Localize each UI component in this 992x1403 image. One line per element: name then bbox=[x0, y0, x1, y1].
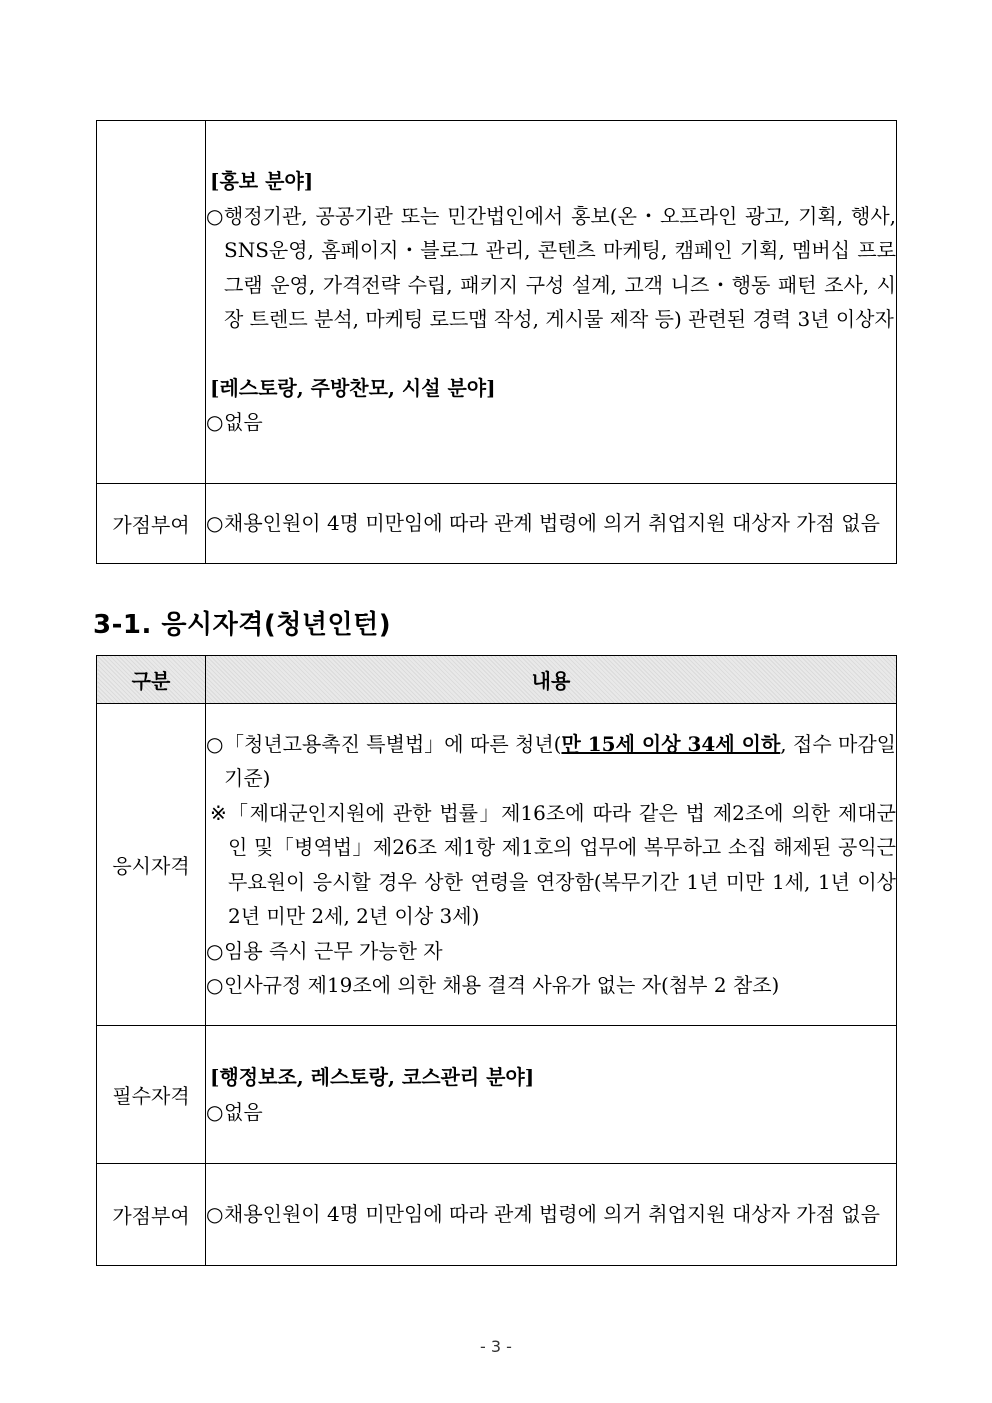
table-row bbox=[97, 704, 897, 1026]
veteran-note bbox=[206, 796, 896, 934]
bonus-label: 가점부여 bbox=[97, 484, 206, 564]
bonus-text: 채용인원이 4명 미만임에 따라 관계 법령에 의거 취업지원 대상자 가점 없음 bbox=[224, 1202, 880, 1227]
qualification-bullet-3 bbox=[206, 968, 896, 1003]
table-row bbox=[97, 1164, 897, 1266]
bullet-mark: ○ bbox=[206, 203, 224, 228]
content-cell bbox=[206, 121, 897, 484]
bonus-bullet-item bbox=[206, 1197, 896, 1232]
section-title: 3-1. 응시자격(청년인턴) bbox=[93, 610, 392, 640]
note-mark: ※ bbox=[210, 800, 227, 825]
qualification-label: 응시자격 bbox=[97, 704, 206, 1026]
promo-heading: [홍보 분야] bbox=[210, 169, 314, 194]
restaurant-text: 없음 bbox=[224, 410, 263, 435]
bullet-mark: ○ bbox=[206, 1202, 224, 1227]
required-heading: [행정보조, 레스토랑, 코스관리 분야] bbox=[210, 1065, 535, 1089]
table-row bbox=[97, 121, 897, 484]
bonus-label: 가점부여 bbox=[97, 1164, 206, 1266]
required-content bbox=[206, 1026, 897, 1164]
bonus-bullet-item bbox=[206, 506, 896, 541]
age-range-emphasis: 만 15세 이상 34세 이하 bbox=[561, 731, 781, 756]
required-bullet-item bbox=[206, 1095, 896, 1130]
bonus-content bbox=[206, 484, 897, 564]
bullet-mark: ○ bbox=[206, 973, 224, 997]
qualification-age-suffix: , 접수 마감일 기준) bbox=[224, 731, 896, 790]
required-text: 없음 bbox=[224, 1099, 263, 1124]
table-row bbox=[97, 1026, 897, 1164]
required-label: 필수자격 bbox=[97, 1026, 206, 1164]
qualification-bullet-1 bbox=[206, 727, 896, 796]
bonus-text: 채용인원이 4명 미만임에 따라 관계 법령에 의거 취업지원 대상자 가점 없음 bbox=[224, 511, 880, 536]
immediate-work-text: 임용 즉시 근무 가능한 자 bbox=[224, 938, 443, 963]
promo-bullet-item bbox=[206, 199, 896, 337]
page-number: - 3 - bbox=[480, 1337, 512, 1356]
promo-text: 행정기관, 공공기관 또는 민간법인에서 홍보(온・오프라인 광고, 기획, 행사, SNS운영, 홈페이지・블로그 관리, 콘텐츠 마케팅, 캠페인 기획, 멤버십 프로그램 운영, 가격전략 수립, 패키지 구성 설계, 고객 니즈・행동 패턴 조사, 시장 트렌드 분석, 마케팅 로드맵 작성, 게시물 제작 등) 관련된 경력 3년 이상자 bbox=[224, 203, 896, 332]
bullet-mark: ○ bbox=[206, 511, 224, 536]
eligibility-table-continued bbox=[96, 120, 897, 564]
empty-label-cell bbox=[97, 121, 206, 484]
restaurant-heading: [레스토랑, 주방찬모, 시설 분야] bbox=[210, 375, 496, 400]
qualification-bullet-2 bbox=[206, 934, 896, 969]
qualification-content bbox=[206, 704, 897, 1026]
bullet-mark: ○ bbox=[206, 410, 224, 435]
header-content: 내용 bbox=[206, 656, 897, 704]
veteran-note-text: 「제대군인지원에 관한 법률」제16조에 따라 같은 법 제2조에 의한 제대군인 및「병역법」제26조 제1항 제1호의 업무에 복무하고 소집 해제된 공익근무요원이 응시할 경우 상한 연령을 연장함(복무기간 1년 미만 1세, 1년 이상 2년 미만 2세, 2년 이상 3세) bbox=[228, 800, 896, 928]
disqualification-text: 인사규정 제19조에 의한 채용 결격 사유가 없는 자(첨부 2 참조) bbox=[224, 973, 780, 997]
bullet-mark: ○ bbox=[206, 938, 224, 963]
table-row bbox=[97, 484, 897, 564]
table-header-row bbox=[97, 656, 897, 704]
bullet-mark: ○ bbox=[206, 1099, 224, 1124]
qualification-age-prefix: 「청년고용촉진 특별법」에 따른 청년( bbox=[224, 731, 562, 756]
header-category: 구분 bbox=[97, 656, 206, 704]
restaurant-bullet-item bbox=[206, 405, 896, 440]
bullet-mark: ○ bbox=[206, 731, 224, 756]
bonus-content bbox=[206, 1164, 897, 1266]
youth-intern-eligibility-table bbox=[96, 655, 897, 1266]
